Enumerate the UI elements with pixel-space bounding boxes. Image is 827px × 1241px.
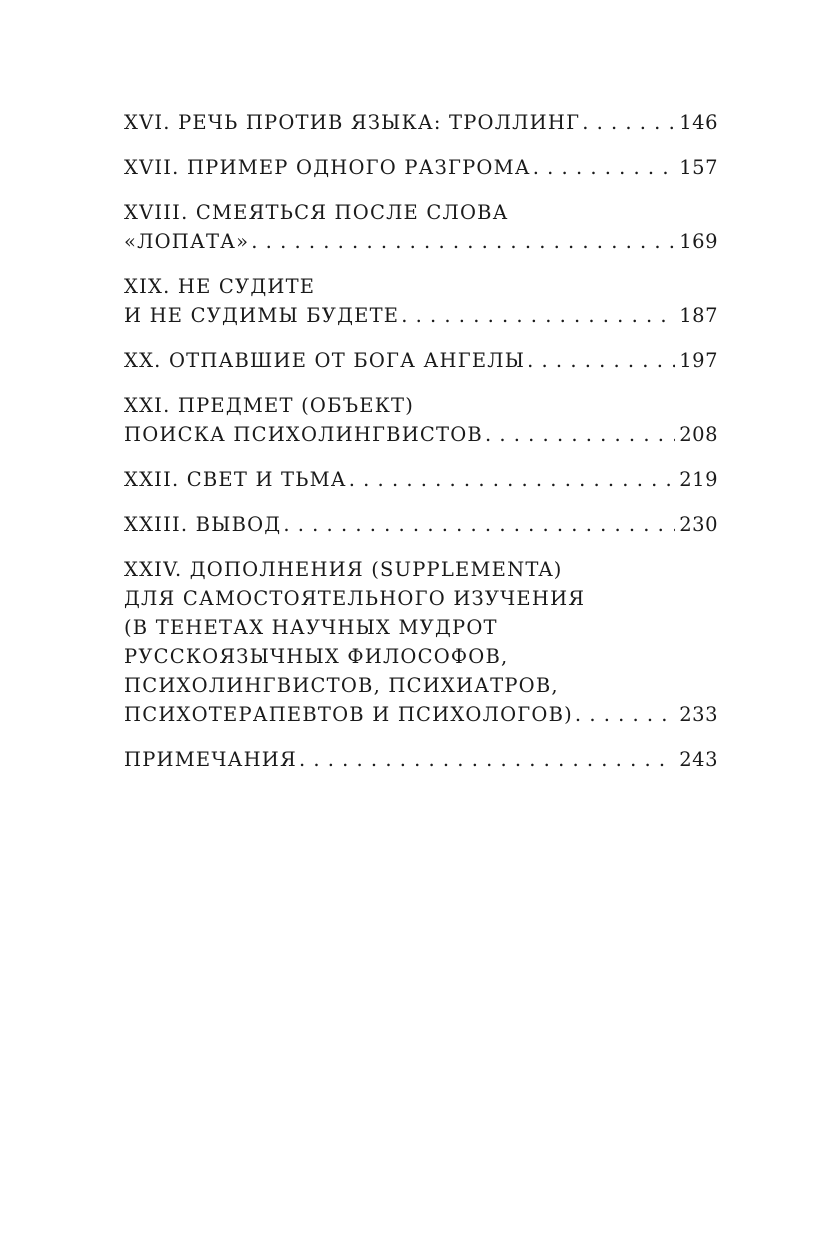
toc-entry [124,465,718,494]
toc-entry-title: И НЕ СУДИМЫ БУДЕТЕ [124,304,400,327]
toc-entry-title: XVII. ПРИМЕР ОДНОГО РАЗГРОМА [124,156,531,179]
toc-entry [124,108,718,137]
toc-entry-line [124,745,718,774]
toc-entry-title: (В ТЕНЕТАХ НАУЧНЫХ МУДРОТ [124,616,498,639]
toc-entry [124,153,718,182]
toc-entry [124,346,718,375]
toc-page-number: 157 [679,156,718,179]
toc-entry-title: ПСИХОЛИНГВИСТОВ, ПСИХИАТРОВ, [124,674,559,697]
dot-leader [582,108,675,137]
dot-leader [485,420,675,449]
toc-entry-title: РУССКОЯЗЫЧНЫХ ФИЛОСОФОВ, [124,645,509,668]
toc-entry-title: «ЛОПАТА» [124,230,250,253]
toc-entry-title: ПРИМЕЧАНИЯ [124,748,297,771]
toc-entry-title: XXI. ПРЕДМЕТ (ОБЪЕКТ) [124,394,415,417]
toc-entry-line [124,420,718,449]
toc-page-number: 187 [679,304,718,327]
toc-entry-title: XXIV. ДОПОЛНЕНИЯ (SUPPLEMENTA) [124,558,563,581]
toc-entry-line [124,465,718,494]
toc-page-number: 146 [679,111,718,134]
toc-entry [124,391,718,449]
toc-entry [124,272,718,330]
toc-entry [124,555,718,729]
dot-leader [401,301,675,330]
dot-leader [349,465,676,494]
dot-leader [283,510,675,539]
toc-entry-line [124,700,718,729]
toc-entry-title: XX. ОТПАВШИЕ ОТ БОГА АНГЕЛЫ [124,349,526,372]
toc-page-number: 169 [679,230,718,253]
toc-entry-line [124,153,718,182]
toc-entry-title: XIX. НЕ СУДИТЕ [124,275,316,298]
toc-entry-title: XVIII. СМЕЯТЬСЯ ПОСЛЕ СЛОВА [124,201,509,224]
toc-entry-title: ПОИСКА ПСИХОЛИНГВИСТОВ [124,423,483,446]
dot-leader [527,346,675,375]
dot-leader [533,153,676,182]
toc-entry [124,510,718,539]
toc-entry-title: XXII. СВЕТ И ТЬМА [124,468,347,491]
toc-entry-line [124,346,718,375]
toc-entry-line [124,227,718,256]
toc-page-number: 219 [679,468,718,491]
toc-page-number: 243 [679,748,718,771]
dot-leader [575,700,675,729]
toc-entry-title: XXIII. ВЫВОД [124,513,282,536]
toc-entry-title: XVI. РЕЧЬ ПРОТИВ ЯЗЫКА: ТРОЛЛИНГ [124,111,581,134]
toc-entry-title: ДЛЯ САМОСТОЯТЕЛЬНОГО ИЗУЧЕНИЯ [124,587,586,610]
toc-entry-line [124,301,718,330]
toc-page-number: 230 [679,513,718,536]
dot-leader [299,745,675,774]
table-of-contents [124,108,718,790]
toc-page-number: 208 [679,423,718,446]
toc-entry [124,745,718,774]
toc-entry-line [124,108,718,137]
dot-leader [251,227,675,256]
toc-page-number: 233 [679,703,718,726]
toc-entry-title: ПСИХОТЕРАПЕВТОВ И ПСИХОЛОГОВ) [124,703,573,726]
toc-entry [124,198,718,256]
toc-entry-line [124,510,718,539]
toc-page-number: 197 [679,349,718,372]
